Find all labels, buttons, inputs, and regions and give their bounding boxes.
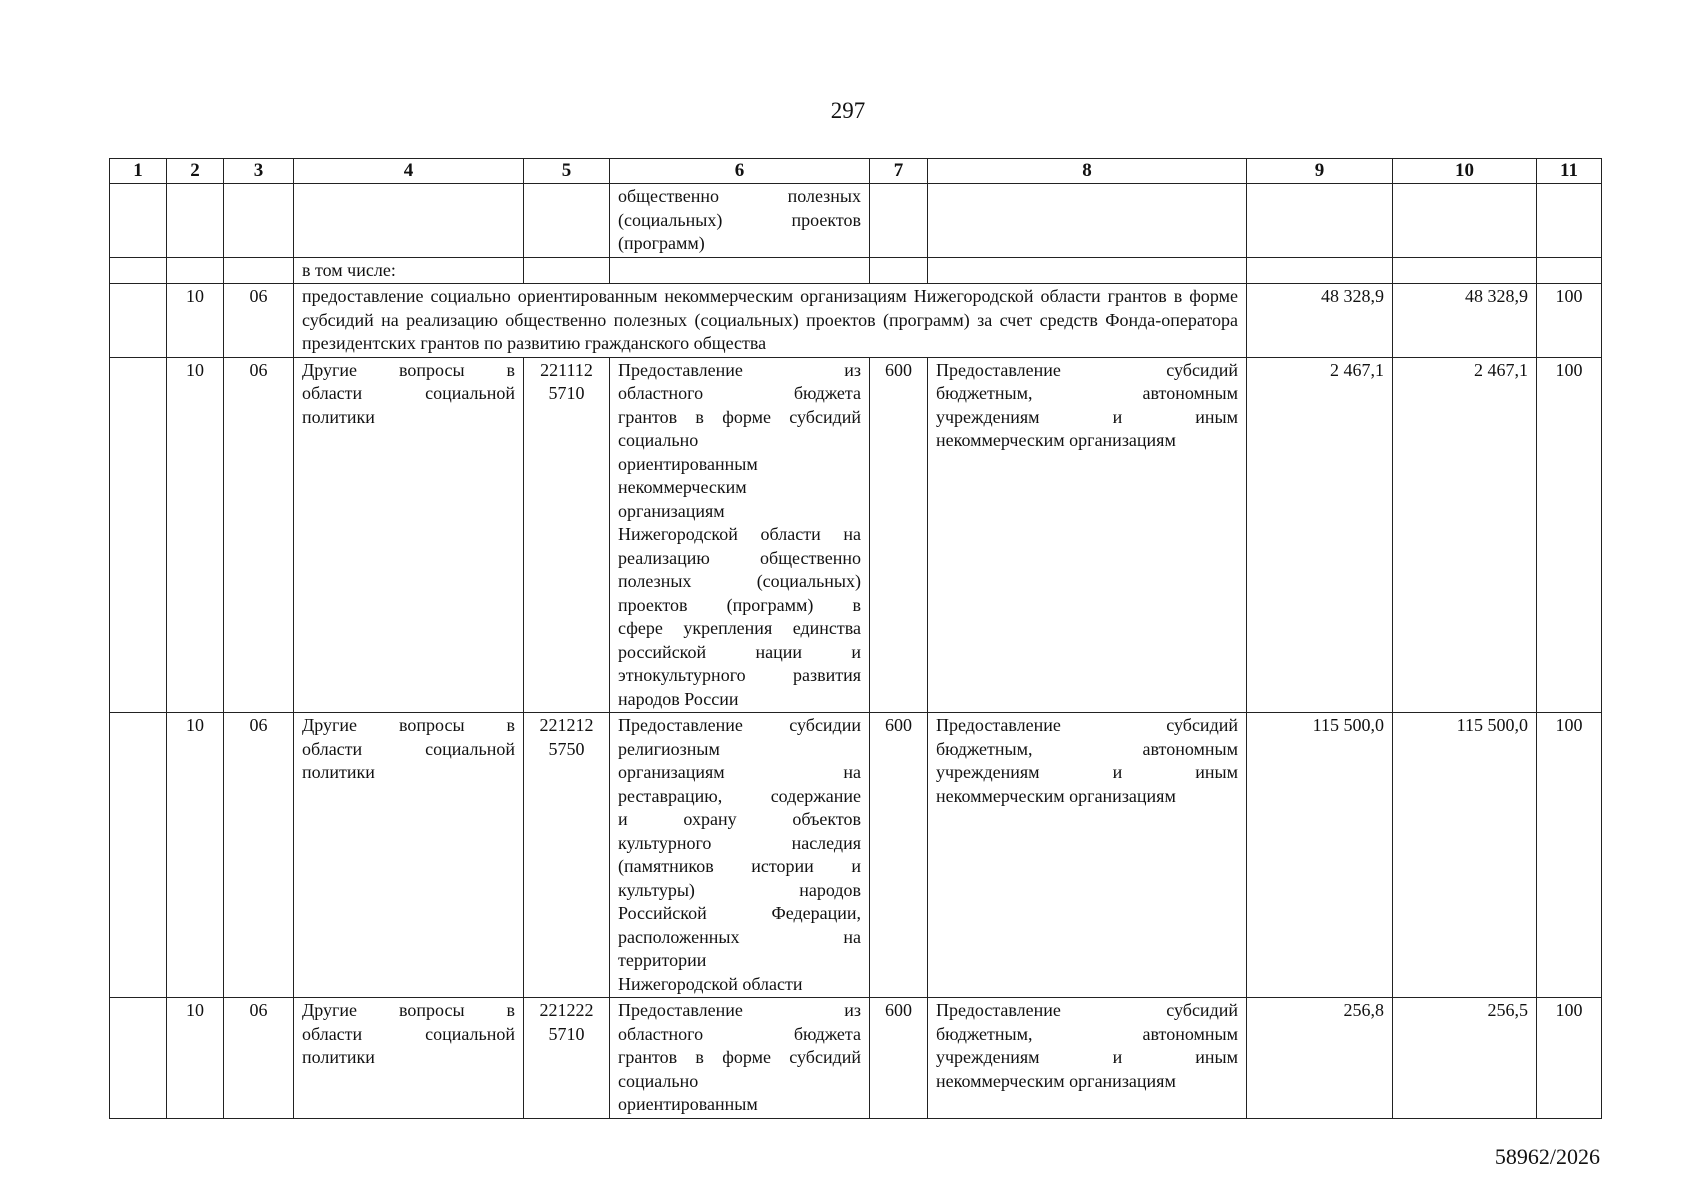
planned-cell: 2 467,1 [1247,357,1393,713]
expense-description-cell: Предоставление субсидий бюджетным, автономным учреждениям и иным некоммерческим организациям [928,713,1247,998]
table-row [110,357,1602,713]
col-header-2: 2 [167,159,224,184]
expense-type-cell: 600 [870,357,928,713]
page-number: 297 [830,98,866,123]
subtitle-text: в том числе: [294,257,524,284]
purpose-cell: Предоставление субсидии религиозным организациям на реставрацию, содержание и охрану объектов культурного наследия (памятников истории и культуры) народов Российской Федерации, расположенных на территории Нижегородской области [610,713,870,998]
continuation-row [110,184,1602,258]
subsection-cell: 06 [224,357,294,713]
expense-description-cell: Предоставление субсидий бюджетным, автономным учреждениям и иным некоммерческим организациям [928,998,1247,1119]
expense-type-cell: 600 [870,713,928,998]
col-header-7: 7 [870,159,928,184]
code-cell: 221222 5710 [524,998,610,1119]
actual-cell: 256,5 [1393,998,1537,1119]
planned-cell: 115 500,0 [1247,713,1393,998]
category-cell: Другие вопросы в области социальной политики [294,998,524,1119]
col-header-4: 4 [294,159,524,184]
percent-cell: 100 [1537,998,1602,1119]
section-cell: 10 [167,357,224,713]
percent-cell: 100 [1537,357,1602,713]
code-cell: 221112 5710 [524,357,610,713]
purpose-cell: Предоставление из областного бюджета грантов в форме субсидий социально ориентированным [610,998,870,1119]
table-row [110,713,1602,998]
table-row [110,998,1602,1119]
percent-cell: 100 [1537,713,1602,998]
subsection-cell: 06 [224,998,294,1119]
summary-percent: 100 [1537,284,1602,358]
registration-number: 58962/2026 [1494,1144,1600,1169]
table-header-row [110,159,1602,184]
col-header-5: 5 [524,159,610,184]
col-header-8: 8 [928,159,1247,184]
col-header-10: 10 [1393,159,1537,184]
summary-text: предоставление социально ориентированным некоммерческим организациям Нижегородской области грантов в форме субсидий на реализацию общественно полезных (социальных) проектов (программ) за счет средств Фонда-оператора президентских грантов по развитию гражданского общества [294,284,1247,358]
summary-planned: 48 328,9 [1247,284,1393,358]
subtitle-row [110,257,1602,284]
col-header-1: 1 [110,159,167,184]
category-cell: Другие вопросы в области социальной политики [294,713,524,998]
section-cell: 10 [167,998,224,1119]
budget-table [109,158,1602,1119]
summary-row [110,284,1602,358]
continuation-purpose: общественно полезных (социальных) проектов (программ) [610,184,870,258]
expense-description-cell: Предоставление субсидий бюджетным, автономным учреждениям и иным некоммерческим организациям [928,357,1247,713]
planned-cell: 256,8 [1247,998,1393,1119]
subsection-cell: 06 [224,713,294,998]
summary-subsection: 06 [224,284,294,358]
actual-cell: 115 500,0 [1393,713,1537,998]
category-cell: Другие вопросы в области социальной политики [294,357,524,713]
purpose-cell: Предоставление из областного бюджета грантов в форме субсидий социально ориентированным некоммерческим организациям Нижегородской области на реализацию общественно полезных (социальных) проектов (программ) в сфере укрепления единства российской нации и этнокультурного развития народов России [610,357,870,713]
col-header-3: 3 [224,159,294,184]
code-cell: 221212 5750 [524,713,610,998]
col-header-9: 9 [1247,159,1393,184]
col-header-6: 6 [610,159,870,184]
summary-section: 10 [167,284,224,358]
col-header-11: 11 [1537,159,1602,184]
actual-cell: 2 467,1 [1393,357,1537,713]
summary-actual: 48 328,9 [1393,284,1537,358]
expense-type-cell: 600 [870,998,928,1119]
section-cell: 10 [167,713,224,998]
